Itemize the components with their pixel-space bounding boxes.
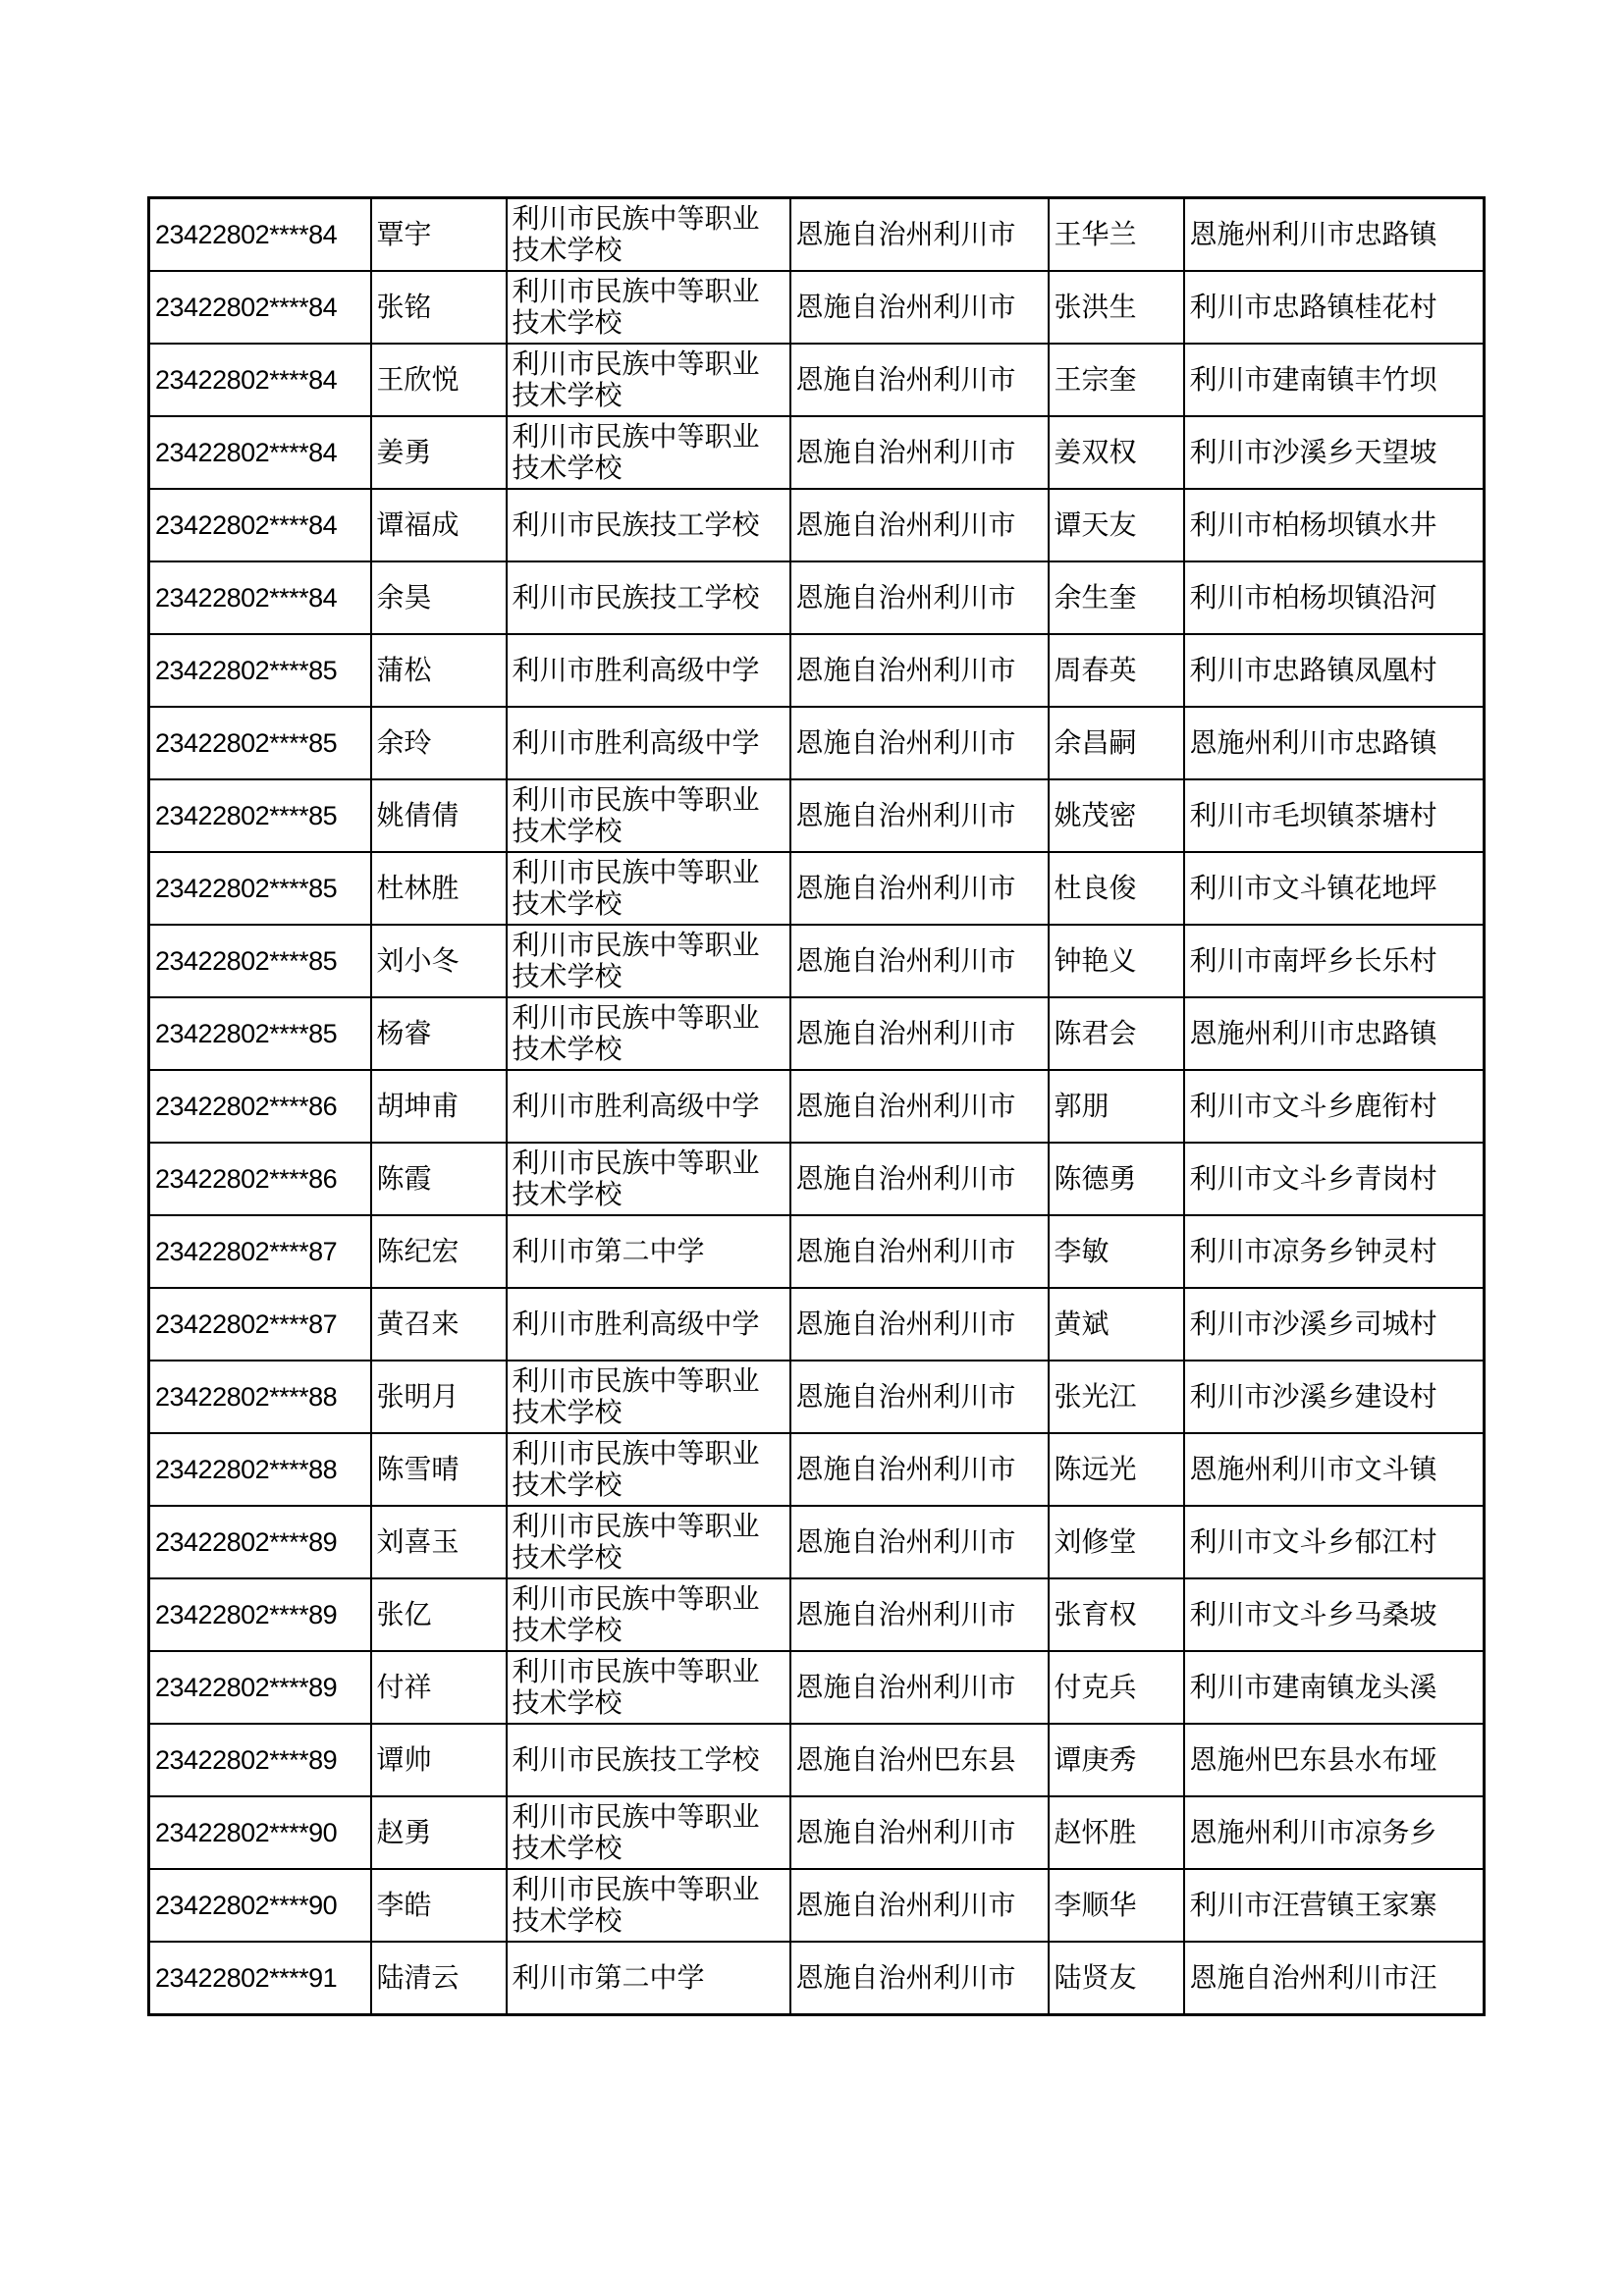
region-cell: 恩施自治州利川市 [790, 1070, 1049, 1143]
student-id-cell: 23422802****88 [149, 1361, 371, 1433]
region-cell: 恩施自治州利川市 [790, 779, 1049, 852]
school-cell: 利川市民族中等职业技术学校 [507, 1506, 790, 1578]
table-row [149, 1506, 1485, 1578]
address-cell: 利川市文斗镇花地坪 [1184, 852, 1485, 925]
student-name-cell: 李皓 [371, 1869, 507, 1942]
school-cell: 利川市民族中等职业技术学校 [507, 271, 790, 344]
school-cell: 利川市胜利高级中学 [507, 634, 790, 707]
school-cell: 利川市民族中等职业技术学校 [507, 1143, 790, 1215]
table-row [149, 1651, 1485, 1724]
school-cell: 利川市民族中等职业技术学校 [507, 925, 790, 997]
guardian-name-cell: 张光江 [1049, 1361, 1184, 1433]
student-name-cell: 余玲 [371, 707, 507, 779]
address-cell: 利川市沙溪乡建设村 [1184, 1361, 1485, 1433]
address-cell: 利川市文斗乡郁江村 [1184, 1506, 1485, 1578]
address-cell: 恩施州利川市忠路镇 [1184, 198, 1485, 272]
address-cell: 利川市文斗乡鹿衔村 [1184, 1070, 1485, 1143]
school-cell: 利川市民族中等职业技术学校 [507, 1433, 790, 1506]
region-cell: 恩施自治州巴东县 [790, 1724, 1049, 1796]
table-row [149, 198, 1485, 272]
region-cell: 恩施自治州利川市 [790, 1942, 1049, 2015]
guardian-name-cell: 赵怀胜 [1049, 1796, 1184, 1869]
region-cell: 恩施自治州利川市 [790, 1143, 1049, 1215]
school-cell: 利川市民族中等职业技术学校 [507, 1651, 790, 1724]
student-name-cell: 胡坤甫 [371, 1070, 507, 1143]
student-id-cell: 23422802****85 [149, 997, 371, 1070]
table-row [149, 1942, 1485, 2015]
school-cell: 利川市民族技工学校 [507, 1724, 790, 1796]
region-cell: 恩施自治州利川市 [790, 1288, 1049, 1361]
student-name-cell: 谭帅 [371, 1724, 507, 1796]
student-id-cell: 23422802****84 [149, 489, 371, 561]
student-id-cell: 23422802****85 [149, 779, 371, 852]
guardian-name-cell: 姚茂密 [1049, 779, 1184, 852]
address-cell: 利川市建南镇龙头溪 [1184, 1651, 1485, 1724]
student-name-cell: 陈霞 [371, 1143, 507, 1215]
student-id-cell: 23422802****85 [149, 634, 371, 707]
student-id-cell: 23422802****85 [149, 852, 371, 925]
student-name-cell: 张铭 [371, 271, 507, 344]
guardian-name-cell: 余生奎 [1049, 561, 1184, 634]
region-cell: 恩施自治州利川市 [790, 1796, 1049, 1869]
guardian-name-cell: 陈君会 [1049, 997, 1184, 1070]
table-row [149, 997, 1485, 1070]
address-cell: 恩施州利川市忠路镇 [1184, 997, 1485, 1070]
table-row [149, 1433, 1485, 1506]
address-cell: 恩施自治州利川市汪 [1184, 1942, 1485, 2015]
table-row [149, 344, 1485, 416]
address-cell: 利川市柏杨坝镇沿河 [1184, 561, 1485, 634]
region-cell: 恩施自治州利川市 [790, 1361, 1049, 1433]
region-cell: 恩施自治州利川市 [790, 561, 1049, 634]
address-cell: 恩施州利川市忠路镇 [1184, 707, 1485, 779]
student-roster-table [147, 196, 1486, 2016]
student-name-cell: 付祥 [371, 1651, 507, 1724]
address-cell: 利川市建南镇丰竹坝 [1184, 344, 1485, 416]
student-id-cell: 23422802****84 [149, 344, 371, 416]
guardian-name-cell: 黄斌 [1049, 1288, 1184, 1361]
guardian-name-cell: 张育权 [1049, 1578, 1184, 1651]
student-name-cell: 余昊 [371, 561, 507, 634]
guardian-name-cell: 谭天友 [1049, 489, 1184, 561]
region-cell: 恩施自治州利川市 [790, 997, 1049, 1070]
school-cell: 利川市民族中等职业技术学校 [507, 416, 790, 489]
student-name-cell: 姚倩倩 [371, 779, 507, 852]
roster-body [149, 198, 1485, 2015]
student-id-cell: 23422802****89 [149, 1506, 371, 1578]
address-cell: 利川市毛坝镇茶塘村 [1184, 779, 1485, 852]
table-row [149, 1288, 1485, 1361]
student-id-cell: 23422802****84 [149, 416, 371, 489]
student-name-cell: 张明月 [371, 1361, 507, 1433]
region-cell: 恩施自治州利川市 [790, 634, 1049, 707]
address-cell: 恩施州巴东县水布垭 [1184, 1724, 1485, 1796]
region-cell: 恩施自治州利川市 [790, 344, 1049, 416]
school-cell: 利川市民族中等职业技术学校 [507, 779, 790, 852]
student-name-cell: 杜林胜 [371, 852, 507, 925]
student-name-cell: 覃宇 [371, 198, 507, 272]
school-cell: 利川市民族中等职业技术学校 [507, 852, 790, 925]
table-row [149, 1796, 1485, 1869]
student-id-cell: 23422802****88 [149, 1433, 371, 1506]
region-cell: 恩施自治州利川市 [790, 925, 1049, 997]
region-cell: 恩施自治州利川市 [790, 1651, 1049, 1724]
region-cell: 恩施自治州利川市 [790, 1215, 1049, 1288]
student-id-cell: 23422802****89 [149, 1724, 371, 1796]
school-cell: 利川市民族中等职业技术学校 [507, 198, 790, 272]
school-cell: 利川市民族中等职业技术学校 [507, 1869, 790, 1942]
table-row [149, 1070, 1485, 1143]
school-cell: 利川市胜利高级中学 [507, 1070, 790, 1143]
address-cell: 利川市凉务乡钟灵村 [1184, 1215, 1485, 1288]
table-row [149, 852, 1485, 925]
student-name-cell: 刘喜玉 [371, 1506, 507, 1578]
address-cell: 恩施州利川市文斗镇 [1184, 1433, 1485, 1506]
address-cell: 利川市文斗乡青岗村 [1184, 1143, 1485, 1215]
address-cell: 利川市汪营镇王家寨 [1184, 1869, 1485, 1942]
guardian-name-cell: 陆贤友 [1049, 1942, 1184, 2015]
address-cell: 利川市忠路镇桂花村 [1184, 271, 1485, 344]
guardian-name-cell: 陈远光 [1049, 1433, 1184, 1506]
address-cell: 利川市沙溪乡司城村 [1184, 1288, 1485, 1361]
region-cell: 恩施自治州利川市 [790, 1578, 1049, 1651]
student-id-cell: 23422802****84 [149, 198, 371, 272]
address-cell: 利川市文斗乡马桑坡 [1184, 1578, 1485, 1651]
address-cell: 利川市沙溪乡天望坡 [1184, 416, 1485, 489]
student-id-cell: 23422802****87 [149, 1288, 371, 1361]
guardian-name-cell: 钟艳义 [1049, 925, 1184, 997]
school-cell: 利川市第二中学 [507, 1942, 790, 2015]
address-cell: 恩施州利川市凉务乡 [1184, 1796, 1485, 1869]
table-row [149, 634, 1485, 707]
student-name-cell: 姜勇 [371, 416, 507, 489]
table-row [149, 1724, 1485, 1796]
table-row [149, 1215, 1485, 1288]
guardian-name-cell: 周春英 [1049, 634, 1184, 707]
guardian-name-cell: 李敏 [1049, 1215, 1184, 1288]
guardian-name-cell: 杜良俊 [1049, 852, 1184, 925]
table-row [149, 779, 1485, 852]
guardian-name-cell: 余昌嗣 [1049, 707, 1184, 779]
guardian-name-cell: 姜双权 [1049, 416, 1184, 489]
address-cell: 利川市柏杨坝镇水井 [1184, 489, 1485, 561]
table-row [149, 271, 1485, 344]
school-cell: 利川市胜利高级中学 [507, 707, 790, 779]
table-row [149, 1869, 1485, 1942]
student-name-cell: 黄召来 [371, 1288, 507, 1361]
guardian-name-cell: 刘修堂 [1049, 1506, 1184, 1578]
student-name-cell: 赵勇 [371, 1796, 507, 1869]
student-id-cell: 23422802****90 [149, 1869, 371, 1942]
region-cell: 恩施自治州利川市 [790, 271, 1049, 344]
student-name-cell: 陆清云 [371, 1942, 507, 2015]
region-cell: 恩施自治州利川市 [790, 416, 1049, 489]
region-cell: 恩施自治州利川市 [790, 852, 1049, 925]
guardian-name-cell: 付克兵 [1049, 1651, 1184, 1724]
guardian-name-cell: 陈德勇 [1049, 1143, 1184, 1215]
student-id-cell: 23422802****89 [149, 1578, 371, 1651]
region-cell: 恩施自治州利川市 [790, 1869, 1049, 1942]
student-name-cell: 谭福成 [371, 489, 507, 561]
student-id-cell: 23422802****91 [149, 1942, 371, 2015]
student-id-cell: 23422802****90 [149, 1796, 371, 1869]
school-cell: 利川市第二中学 [507, 1215, 790, 1288]
student-name-cell: 蒲松 [371, 634, 507, 707]
table-row [149, 925, 1485, 997]
table-row [149, 1143, 1485, 1215]
table-row [149, 707, 1485, 779]
address-cell: 利川市忠路镇凤凰村 [1184, 634, 1485, 707]
guardian-name-cell: 王华兰 [1049, 198, 1184, 272]
school-cell: 利川市民族中等职业技术学校 [507, 997, 790, 1070]
guardian-name-cell: 张洪生 [1049, 271, 1184, 344]
student-id-cell: 23422802****85 [149, 925, 371, 997]
student-id-cell: 23422802****85 [149, 707, 371, 779]
table-row [149, 1361, 1485, 1433]
student-name-cell: 陈纪宏 [371, 1215, 507, 1288]
student-name-cell: 杨睿 [371, 997, 507, 1070]
table-row [149, 561, 1485, 634]
school-cell: 利川市民族中等职业技术学校 [507, 344, 790, 416]
student-id-cell: 23422802****89 [149, 1651, 371, 1724]
school-cell: 利川市民族技工学校 [507, 561, 790, 634]
student-name-cell: 陈雪晴 [371, 1433, 507, 1506]
school-cell: 利川市民族技工学校 [507, 489, 790, 561]
school-cell: 利川市民族中等职业技术学校 [507, 1578, 790, 1651]
region-cell: 恩施自治州利川市 [790, 1506, 1049, 1578]
table-row [149, 416, 1485, 489]
table-row [149, 1578, 1485, 1651]
guardian-name-cell: 李顺华 [1049, 1869, 1184, 1942]
student-name-cell: 刘小冬 [371, 925, 507, 997]
region-cell: 恩施自治州利川市 [790, 1433, 1049, 1506]
address-cell: 利川市南坪乡长乐村 [1184, 925, 1485, 997]
school-cell: 利川市胜利高级中学 [507, 1288, 790, 1361]
region-cell: 恩施自治州利川市 [790, 489, 1049, 561]
guardian-name-cell: 王宗奎 [1049, 344, 1184, 416]
student-id-cell: 23422802****84 [149, 561, 371, 634]
student-id-cell: 23422802****87 [149, 1215, 371, 1288]
student-name-cell: 张亿 [371, 1578, 507, 1651]
student-id-cell: 23422802****84 [149, 271, 371, 344]
school-cell: 利川市民族中等职业技术学校 [507, 1361, 790, 1433]
guardian-name-cell: 郭朋 [1049, 1070, 1184, 1143]
student-id-cell: 23422802****86 [149, 1070, 371, 1143]
region-cell: 恩施自治州利川市 [790, 198, 1049, 272]
guardian-name-cell: 谭庚秀 [1049, 1724, 1184, 1796]
student-id-cell: 23422802****86 [149, 1143, 371, 1215]
region-cell: 恩施自治州利川市 [790, 707, 1049, 779]
student-name-cell: 王欣悦 [371, 344, 507, 416]
table-row [149, 489, 1485, 561]
school-cell: 利川市民族中等职业技术学校 [507, 1796, 790, 1869]
